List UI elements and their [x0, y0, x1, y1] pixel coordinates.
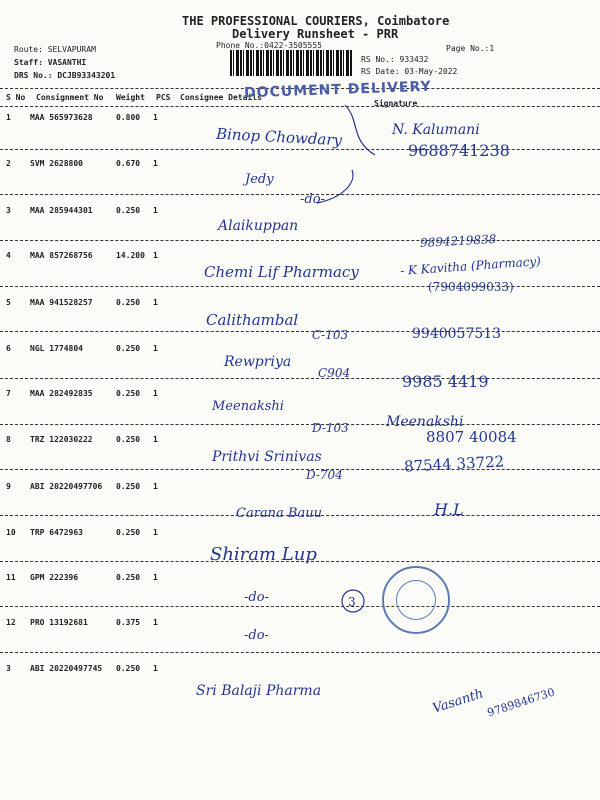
hw-flat-6: C904	[318, 366, 351, 380]
row-serial: 6	[6, 344, 11, 353]
route-label: Route: SELVAPURAM	[14, 45, 96, 54]
bracket-scribble	[312, 168, 362, 208]
row-serial: 10	[6, 528, 16, 537]
drs-number: DRS No.: DCJB93343201	[14, 71, 116, 80]
hw-phone-3: 9894219838	[419, 232, 497, 250]
signature-scribble	[340, 100, 380, 160]
row-pcs: 1	[153, 159, 158, 168]
row-weight: 14.200	[116, 251, 145, 260]
row-serial: 8	[6, 435, 11, 444]
staff-label: Staff: VASANTHI	[14, 58, 87, 67]
row-pcs: 1	[153, 298, 158, 307]
row-weight: 0.250	[116, 482, 141, 491]
row-pcs: 1	[153, 482, 158, 491]
row-rule	[0, 469, 600, 470]
company-title: THE PROFESSIONAL COURIERS, Coimbatore	[182, 14, 450, 28]
row-serial: 4	[6, 251, 11, 260]
row-weight: 0.250	[116, 344, 141, 353]
row-consignment-no: ABI 20220497745	[30, 664, 103, 673]
page-number: Page No.:1	[446, 44, 495, 53]
row-pcs: 1	[153, 344, 158, 353]
row-rule	[0, 240, 600, 241]
row-weight: 0.250	[116, 298, 141, 307]
hw-phone-8: 87544 33722	[403, 452, 505, 476]
runsheet-title: Delivery Runsheet - PRR	[232, 27, 399, 41]
row-weight: 0.375	[116, 618, 141, 627]
row-consignment-no: SVM 2628800	[30, 159, 83, 168]
hw-flat-5: C-103	[312, 328, 349, 342]
hw-signature-1: N. Kalumani	[392, 122, 480, 138]
row-weight: 0.250	[116, 573, 141, 582]
hw-phone-6: 9985 4419	[402, 372, 489, 391]
col-pcs: PCS	[156, 93, 171, 102]
barcode	[230, 50, 352, 76]
row-consignment-no: NGL 1774804	[30, 344, 83, 353]
hw-signature-4: - K Kavitha (Pharmacy)	[399, 254, 542, 278]
row-weight: 0.250	[116, 389, 141, 398]
row-pcs: 1	[153, 206, 158, 215]
row-serial: 5	[6, 298, 11, 307]
row-weight: 0.250	[116, 435, 141, 444]
phone-number: Phone No.:0422-3505555	[216, 41, 322, 50]
rs-date: RS Date: 03-May-2022	[361, 67, 458, 76]
row-consignment-no: PRO 13192681	[30, 618, 88, 627]
hw-consignee-1: Binop Chowdary	[215, 124, 343, 150]
hw-consignee-8: Prithvi Srinivas	[212, 449, 322, 465]
company-seal	[382, 566, 450, 634]
row-weight: 0.250	[116, 528, 141, 537]
row-rule	[0, 378, 600, 379]
row-pcs: 1	[153, 435, 158, 444]
seal-inner-ring	[396, 580, 436, 620]
col-sno: S No	[6, 93, 26, 102]
row-weight: 0.250	[116, 206, 141, 215]
row-serial: 9	[6, 482, 11, 491]
hw-flat-7: D-103	[312, 421, 349, 435]
col-signature: Signature	[374, 99, 418, 108]
hw-consignee-5: Calithambal	[206, 311, 299, 329]
svg-text:3: 3	[348, 595, 356, 609]
hw-consignee-7: Meenakshi	[212, 399, 284, 414]
row-serial: 3	[6, 664, 11, 673]
row-pcs: 1	[153, 618, 158, 627]
hw-phone-5: 9940057513	[412, 326, 502, 342]
hw-consignee-2: Jedy	[245, 172, 274, 187]
row-consignment-no: GPM 222396	[30, 573, 79, 582]
hw-consignee-3: Alaikuppan	[218, 218, 299, 234]
hw-ditto-12: -do-	[244, 628, 269, 643]
header-rule-bottom	[0, 106, 600, 107]
row-pcs: 1	[153, 113, 158, 122]
row-consignment-no: TRP 6472963	[30, 528, 83, 537]
hw-phone-7: 8807 40084	[426, 428, 517, 446]
row-pcs: 1	[153, 389, 158, 398]
hw-consignee-13: Sri Balaji Pharma	[196, 683, 322, 699]
hw-consignee-4: Chemi Lif Pharmacy	[204, 263, 359, 281]
row-rule	[0, 424, 600, 425]
hw-signature-13: Vasanth	[430, 686, 486, 717]
row-consignment-no: MAA 565973628	[30, 113, 93, 122]
hw-consignee-10: Shiram Lup	[210, 544, 317, 565]
hw-phone-1: 9688741238	[408, 141, 510, 160]
hw-phone-4: (7904099033)	[428, 280, 514, 294]
row-pcs: 1	[153, 664, 158, 673]
hw-phone-13: 9789846730	[485, 685, 557, 720]
row-serial: 1	[6, 113, 11, 122]
col-consignment: Consignment No	[36, 93, 104, 102]
row-rule	[0, 331, 600, 332]
hw-flat-8: D-704	[306, 468, 343, 482]
circled-three-mark	[338, 586, 368, 616]
hw-ditto-11: -do-	[244, 590, 269, 605]
row-pcs: 1	[153, 251, 158, 260]
col-weight: Weight	[116, 93, 145, 102]
hw-ditto-2: -do-	[300, 192, 325, 207]
col-consignee: Consignee Details	[180, 93, 262, 102]
hw-consignee-9: Carana Bauu	[236, 506, 322, 521]
row-serial: 2	[6, 159, 11, 168]
row-serial: 11	[6, 573, 16, 582]
row-rule	[0, 652, 600, 653]
row-weight: 0.800	[116, 113, 141, 122]
row-serial: 3	[6, 206, 11, 215]
row-rule	[0, 149, 600, 150]
row-consignment-no: MAA 282492835	[30, 389, 93, 398]
row-weight: 0.250	[116, 664, 141, 673]
row-serial: 7	[6, 389, 11, 398]
row-pcs: 1	[153, 573, 158, 582]
document-delivery-stamp: DOCUMENT DELIVERY	[243, 78, 432, 102]
row-consignment-no: ABI 20220497706	[30, 482, 103, 491]
row-consignment-no: MAA 941528257	[30, 298, 93, 307]
row-rule	[0, 606, 600, 607]
hw-signature-7: Meenakshi	[386, 414, 464, 430]
hw-consignee-6: Rewpriya	[224, 354, 292, 370]
hw-signature-9: H.L	[434, 500, 464, 519]
row-weight: 0.670	[116, 159, 141, 168]
row-consignment-no: MAA 857268756	[30, 251, 93, 260]
rs-number: RS No.: 933432	[361, 55, 429, 64]
row-consignment-no: TRZ 122030222	[30, 435, 93, 444]
row-consignment-no: MAA 285944301	[30, 206, 93, 215]
row-serial: 12	[6, 618, 16, 627]
row-pcs: 1	[153, 528, 158, 537]
